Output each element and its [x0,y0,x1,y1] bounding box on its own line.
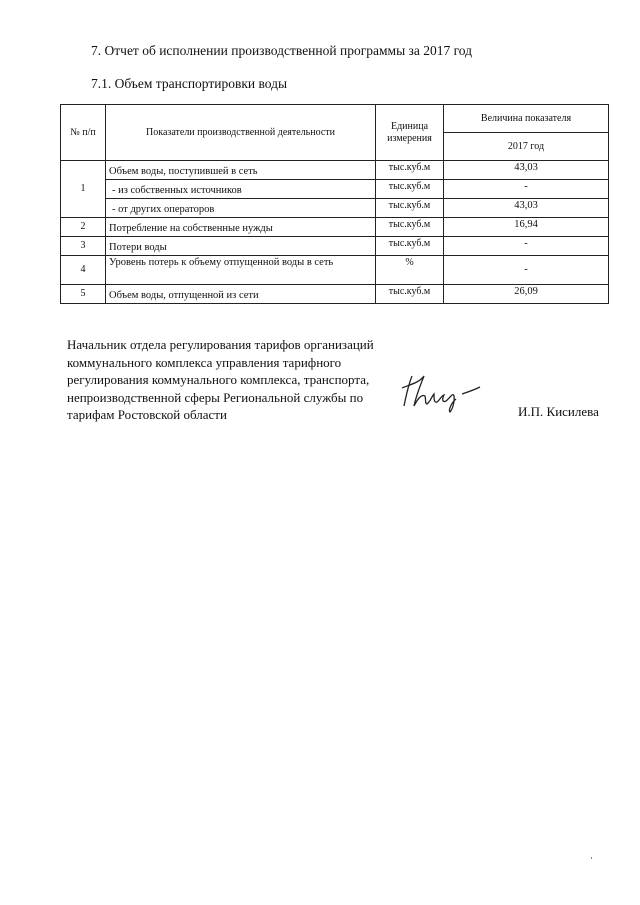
row-num: 4 [61,256,106,285]
section-heading: 7. Отчет об исполнении производственной программы за 2017 год [91,43,473,58]
row-name: Потери воды [106,237,376,256]
row-name: Объем воды, поступившей в сеть [106,161,376,180]
signatory-title-line: Начальник отдела регулирования тарифов организаций [67,337,374,352]
row-name: Потребление на собственные нужды [106,218,376,237]
table-row [61,256,609,285]
row-unit: тыс.куб.м [376,180,444,199]
row-value: 43,03 [444,199,609,218]
row-name: - от других операторов [106,199,376,218]
header-num: № п/п [61,105,106,161]
signatory-name: И.П. Кисилева [518,404,599,419]
table-row [61,180,609,199]
row-unit: тыс.куб.м [376,285,444,304]
row-unit: тыс.куб.м [376,218,444,237]
table-row [61,161,609,180]
header-unit: Единица измерения [376,105,444,161]
row-value: 43,03 [444,161,609,180]
header-year: 2017 год [444,133,609,161]
row-num: 3 [61,237,106,256]
row-name: Уровень потерь к объему отпущенной воды в сеть [106,256,376,285]
table-row [61,237,609,256]
row-num: 5 [61,285,106,304]
table-row [61,199,609,218]
table-row [61,218,609,237]
water-transport-table [60,104,609,304]
row-unit: тыс.куб.м [376,199,444,218]
scan-speck [591,857,592,859]
header-indicator: Показатели производственной деятельности [106,105,376,161]
signatory-title-line: регулирования коммунального комплекса, транспорта, [67,372,370,387]
row-unit: % [376,256,444,285]
row-value: - [444,180,609,199]
row-value: 26,09 [444,285,609,304]
subsection-heading: 7.1. Объем транспортировки воды [91,76,288,91]
signatory-title [67,336,397,424]
signatory-title-line: непроизводственной сферы Региональной службы по [67,389,364,405]
table-row [61,285,609,304]
row-value: - [444,256,609,285]
row-name: - из собственных источников [106,180,376,199]
table-header-row [61,105,609,133]
row-num: 2 [61,218,106,237]
header-value-group: Величина показателя [444,105,609,133]
row-unit: тыс.куб.м [376,237,444,256]
row-unit: тыс.куб.м [376,161,444,180]
row-name: Объем воды, отпущенной из сети [106,285,376,304]
row-value: 16,94 [444,218,609,237]
signatory-title-line: коммунального комплекса управления тарифного [67,354,342,370]
signatory-title-line: тарифам Ростовской области [67,407,227,422]
handwritten-signature [398,366,488,416]
row-value: - [444,237,609,256]
row-num: 1 [61,161,106,218]
